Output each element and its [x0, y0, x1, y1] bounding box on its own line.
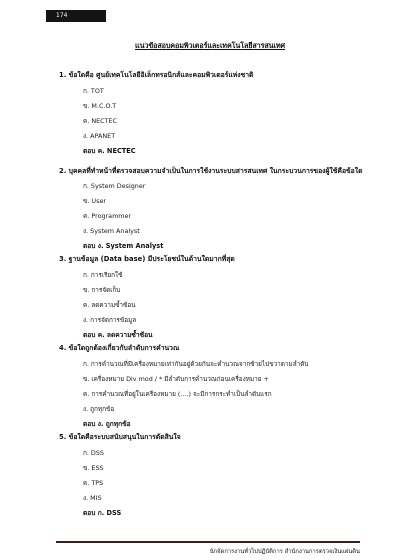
option-list [59, 446, 379, 506]
option-b: ข. User [83, 197, 106, 205]
question-2 [59, 164, 379, 254]
option-c: ค. TPS [83, 479, 104, 487]
question-1 [59, 70, 379, 159]
question-stem: 1. ข้อใดคือ ศูนย์เทคโนโลยีอิเล็กทรอนิกส์และคอมพิวเตอร์แห่งชาติ [59, 71, 254, 79]
option-b: ข. M.C.O.T [83, 102, 117, 110]
option-a: ก. การเรียกใช้ [83, 271, 123, 279]
option-d: ง. MIS [83, 494, 102, 502]
answer-line: ตอบ ง. System Analyst [83, 242, 164, 250]
option-c: ค. ลดความซ้ำซ้อน [83, 301, 136, 309]
option-d: ง. APANET [83, 132, 116, 140]
answer-line: ตอบ ค. NECTEC [83, 147, 136, 155]
question-stem: 3. ฐานข้อมูล (Data base) มีประโยชน์ในด้านใดมากที่สุด [59, 255, 235, 263]
option-a: ก. DSS [83, 449, 104, 457]
option-a: ก. TOT [83, 87, 104, 95]
option-c: ค. NECTEC [83, 117, 118, 125]
option-d: ง. System Analyst [83, 227, 140, 235]
option-b: ข. เครื่องหมาย Div mod / * มีลำดับการคำนวณก่อนเครื่องหมาย + [83, 375, 269, 383]
option-list [59, 84, 379, 144]
option-b: ข. การจัดเก็บ [83, 286, 121, 294]
option-c: ค. การคำนวณที่อยู่ในเครื่องหมาย (....) จะมีการกระทำเป็นลำดับแรก [83, 390, 272, 398]
option-c: ค. Programmer [83, 212, 132, 220]
option-list [59, 357, 379, 417]
answer-line: ตอบ ค. ลดความซ้ำซ้อน [83, 331, 153, 339]
answer-line: ตอบ ง. ถูกทุกข้อ [83, 420, 131, 428]
question-stem: 2. บุคคลที่ทำหน้าที่ตรวจสอบความจำเป็นในการใช้งานระบบสารสนเทศ ในกระบวนการของผู้ใช้คือข้อใด [59, 167, 363, 175]
option-d: ง. การจัดการข้อมูล [83, 316, 137, 324]
option-a: ก. การคำนวณที่มีเครื่องหมายเท่ากันอยู่ด้วยกันจะคำนวณจากซ้ายไปขวาตามลำดับ [83, 360, 309, 368]
question-4 [59, 343, 379, 432]
footer-divider [56, 541, 360, 543]
page-number: 174 [46, 10, 106, 22]
question-3 [59, 254, 379, 343]
option-d: ง. ถูกทุกข้อ [83, 405, 115, 413]
answer-line: ตอบ ก. DSS [83, 509, 122, 517]
question-stem: 4. ข้อใดถูกต้องเกี่ยวกับลำดับการคำนวณ [59, 344, 180, 352]
question-stem: 5. ข้อใดคือระบบสนับสนุนในการตัดสินใจ [59, 433, 181, 441]
option-a: ก. System Designer [83, 182, 146, 190]
option-list [59, 179, 379, 239]
question-5 [59, 432, 379, 521]
question-list [59, 70, 379, 521]
option-list [59, 268, 379, 328]
footer-text: นักจัดการงานทั่วไปปฏิบัติการ สำนักงานการตรวจเงินแผ่นดิน [209, 549, 360, 555]
document-title: แนวข้อสอบคอมพิวเตอร์และเทคโนโลยีสารสนเทศ [135, 41, 285, 50]
option-b: ข. ESS [83, 464, 104, 472]
